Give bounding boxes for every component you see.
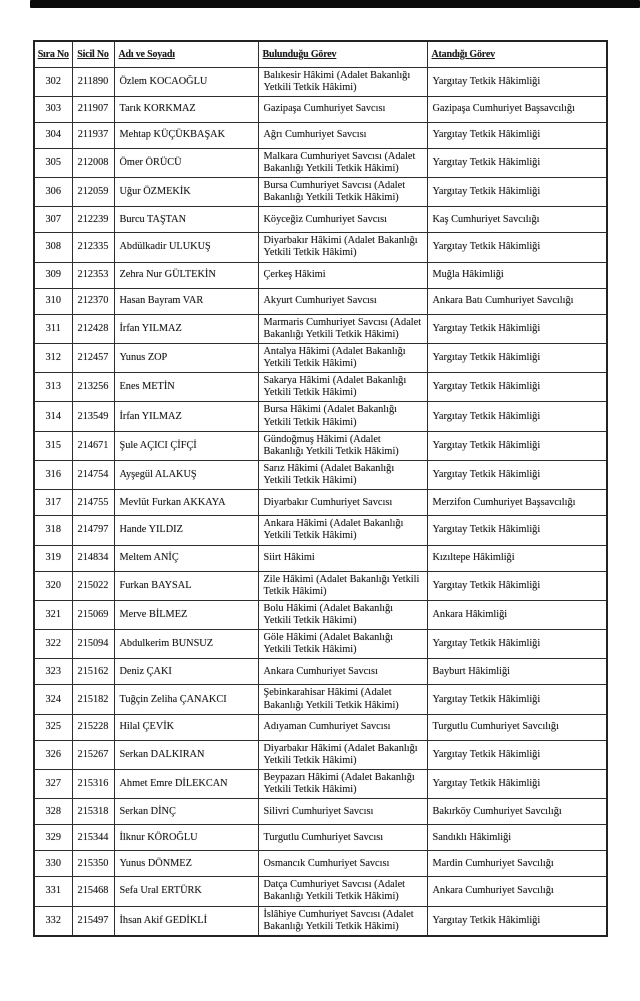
cell-adi-ve-soyadi: Abdulkerim BUNSUZ bbox=[114, 630, 258, 659]
cell-bulundugu-gorev: Adıyaman Cumhuriyet Savcısı bbox=[258, 714, 427, 740]
cell-adi-ve-soyadi: İlknur KÖROĞLU bbox=[114, 825, 258, 851]
cell-bulundugu-gorev: Gazipaşa Cumhuriyet Savcısı bbox=[258, 96, 427, 122]
cell-sicil-no: 213256 bbox=[72, 373, 114, 402]
table-row bbox=[34, 373, 607, 402]
table-row bbox=[34, 740, 607, 769]
cell-sira-no: 325 bbox=[34, 714, 72, 740]
cell-atandigi-gorev: Turgutlu Cumhuriyet Savcılığı bbox=[427, 714, 607, 740]
table-row bbox=[34, 714, 607, 740]
cell-adi-ve-soyadi: Serkan DİNÇ bbox=[114, 799, 258, 825]
cell-sicil-no: 212059 bbox=[72, 178, 114, 207]
cell-bulundugu-gorev: Diyarbakır Hâkimi (Adalet Bakanlığı Yetkili Tetkik Hâkimi) bbox=[258, 233, 427, 262]
cell-bulundugu-gorev: İslâhiye Cumhuriyet Savcısı (Adalet Bakanlığı Yetkili Tetkik Hâkimi) bbox=[258, 906, 427, 936]
cell-adi-ve-soyadi: İrfan YILMAZ bbox=[114, 402, 258, 431]
table-row bbox=[34, 825, 607, 851]
cell-adi-ve-soyadi: Ahmet Emre DİLEKCAN bbox=[114, 770, 258, 799]
table-row bbox=[34, 545, 607, 571]
cell-atandigi-gorev: Yargıtay Tetkik Hâkimliği bbox=[427, 402, 607, 431]
cell-atandigi-gorev: Yargıtay Tetkik Hâkimliği bbox=[427, 685, 607, 714]
cell-bulundugu-gorev: Siirt Hâkimi bbox=[258, 545, 427, 571]
cell-sicil-no: 211907 bbox=[72, 96, 114, 122]
cell-sira-no: 323 bbox=[34, 659, 72, 685]
cell-bulundugu-gorev: Diyarbakır Hâkimi (Adalet Bakanlığı Yetkili Tetkik Hâkimi) bbox=[258, 740, 427, 769]
cell-adi-ve-soyadi: İrfan YILMAZ bbox=[114, 314, 258, 343]
table-row bbox=[34, 461, 607, 490]
cell-sira-no: 313 bbox=[34, 373, 72, 402]
cell-atandigi-gorev: Yargıtay Tetkik Hâkimliği bbox=[427, 571, 607, 600]
table-row bbox=[34, 148, 607, 177]
cell-sicil-no: 214797 bbox=[72, 516, 114, 545]
cell-sicil-no: 215182 bbox=[72, 685, 114, 714]
cell-sicil-no: 215497 bbox=[72, 906, 114, 936]
cell-adi-ve-soyadi: Meltem ANİÇ bbox=[114, 545, 258, 571]
cell-adi-ve-soyadi: Uğur ÖZMEKİK bbox=[114, 178, 258, 207]
cell-atandigi-gorev: Yargıtay Tetkik Hâkimliği bbox=[427, 233, 607, 262]
cell-atandigi-gorev: Yargıtay Tetkik Hâkimliği bbox=[427, 67, 607, 96]
column-header-sira-no: Sıra No bbox=[34, 41, 72, 67]
cell-sira-no: 317 bbox=[34, 490, 72, 516]
cell-bulundugu-gorev: Antalya Hâkimi (Adalet Bakanlığı Yetkili Tetkik Hâkimi) bbox=[258, 343, 427, 372]
cell-atandigi-gorev: Yargıtay Tetkik Hâkimliği bbox=[427, 431, 607, 460]
cell-atandigi-gorev: Mardin Cumhuriyet Savcılığı bbox=[427, 851, 607, 877]
table-row bbox=[34, 122, 607, 148]
table-row bbox=[34, 685, 607, 714]
cell-sicil-no: 215468 bbox=[72, 877, 114, 906]
cell-adi-ve-soyadi: Furkan BAYSAL bbox=[114, 571, 258, 600]
cell-bulundugu-gorev: Balıkesir Hâkimi (Adalet Bakanlığı Yetkili Tetkik Hâkimi) bbox=[258, 67, 427, 96]
cell-atandigi-gorev: Yargıtay Tetkik Hâkimliği bbox=[427, 122, 607, 148]
cell-bulundugu-gorev: Göle Hâkimi (Adalet Bakanlığı Yetkili Tetkik Hâkimi) bbox=[258, 630, 427, 659]
cell-sicil-no: 211937 bbox=[72, 122, 114, 148]
cell-atandigi-gorev: Yargıtay Tetkik Hâkimliği bbox=[427, 148, 607, 177]
cell-sira-no: 309 bbox=[34, 262, 72, 288]
cell-sicil-no: 215228 bbox=[72, 714, 114, 740]
table-row bbox=[34, 490, 607, 516]
table-row bbox=[34, 233, 607, 262]
cell-sira-no: 324 bbox=[34, 685, 72, 714]
table-row bbox=[34, 659, 607, 685]
table-row bbox=[34, 770, 607, 799]
cell-atandigi-gorev: Bakırköy Cumhuriyet Savcılığı bbox=[427, 799, 607, 825]
cell-atandigi-gorev: Muğla Hâkimliği bbox=[427, 262, 607, 288]
cell-sicil-no: 211890 bbox=[72, 67, 114, 96]
table-row bbox=[34, 314, 607, 343]
cell-sicil-no: 215316 bbox=[72, 770, 114, 799]
cell-sicil-no: 212457 bbox=[72, 343, 114, 372]
cell-sicil-no: 212335 bbox=[72, 233, 114, 262]
cell-atandigi-gorev: Yargıtay Tetkik Hâkimliği bbox=[427, 770, 607, 799]
cell-adi-ve-soyadi: Yunus DÖNMEZ bbox=[114, 851, 258, 877]
cell-atandigi-gorev: Yargıtay Tetkik Hâkimliği bbox=[427, 314, 607, 343]
cell-adi-ve-soyadi: Zehra Nur GÜLTEKİN bbox=[114, 262, 258, 288]
cell-sira-no: 302 bbox=[34, 67, 72, 96]
table-row bbox=[34, 516, 607, 545]
cell-sira-no: 304 bbox=[34, 122, 72, 148]
cell-adi-ve-soyadi: Enes METİN bbox=[114, 373, 258, 402]
cell-bulundugu-gorev: Sakarya Hâkimi (Adalet Bakanlığı Yetkili Tetkik Hâkimi) bbox=[258, 373, 427, 402]
cell-atandigi-gorev: Yargıtay Tetkik Hâkimliği bbox=[427, 461, 607, 490]
table-row bbox=[34, 67, 607, 96]
cell-sira-no: 329 bbox=[34, 825, 72, 851]
cell-adi-ve-soyadi: Burcu TAŞTAN bbox=[114, 207, 258, 233]
cell-sira-no: 303 bbox=[34, 96, 72, 122]
cell-adi-ve-soyadi: Şule AÇICI ÇİFÇİ bbox=[114, 431, 258, 460]
cell-sicil-no: 214755 bbox=[72, 490, 114, 516]
cell-sira-no: 327 bbox=[34, 770, 72, 799]
cell-sicil-no: 212370 bbox=[72, 288, 114, 314]
cell-sicil-no: 212353 bbox=[72, 262, 114, 288]
cell-adi-ve-soyadi: Ömer ÖRÜCÜ bbox=[114, 148, 258, 177]
cell-bulundugu-gorev: Sarız Hâkimi (Adalet Bakanlığı Yetkili Tetkik Hâkimi) bbox=[258, 461, 427, 490]
cell-adi-ve-soyadi: Mehtap KÜÇÜKBAŞAK bbox=[114, 122, 258, 148]
cell-bulundugu-gorev: Ankara Hâkimi (Adalet Bakanlığı Yetkili Tetkik Hâkimi) bbox=[258, 516, 427, 545]
cell-bulundugu-gorev: Silivri Cumhuriyet Savcısı bbox=[258, 799, 427, 825]
cell-sira-no: 322 bbox=[34, 630, 72, 659]
cell-atandigi-gorev: Ankara Hâkimliği bbox=[427, 600, 607, 629]
cell-sira-no: 307 bbox=[34, 207, 72, 233]
cell-sira-no: 312 bbox=[34, 343, 72, 372]
table-row bbox=[34, 288, 607, 314]
cell-sira-no: 314 bbox=[34, 402, 72, 431]
table-row bbox=[34, 402, 607, 431]
cell-adi-ve-soyadi: Mevlüt Furkan AKKAYA bbox=[114, 490, 258, 516]
cell-bulundugu-gorev: Malkara Cumhuriyet Savcısı (Adalet Bakanlığı Yetkili Tetkik Hâkimi) bbox=[258, 148, 427, 177]
table-row bbox=[34, 207, 607, 233]
cell-sicil-no: 212428 bbox=[72, 314, 114, 343]
column-header-atandigi-gorev: Atandığı Görev bbox=[427, 41, 607, 67]
cell-sira-no: 310 bbox=[34, 288, 72, 314]
column-header-adi-ve-soyadi: Adı ve Soyadı bbox=[114, 41, 258, 67]
cell-sira-no: 332 bbox=[34, 906, 72, 936]
cell-bulundugu-gorev: Şebinkarahisar Hâkimi (Adalet Bakanlığı Yetkili Tetkik Hâkimi) bbox=[258, 685, 427, 714]
cell-adi-ve-soyadi: Hasan Bayram VAR bbox=[114, 288, 258, 314]
cell-sira-no: 319 bbox=[34, 545, 72, 571]
cell-sira-no: 326 bbox=[34, 740, 72, 769]
cell-sicil-no: 215350 bbox=[72, 851, 114, 877]
table-row bbox=[34, 96, 607, 122]
cell-sira-no: 321 bbox=[34, 600, 72, 629]
cell-sira-no: 306 bbox=[34, 178, 72, 207]
cell-bulundugu-gorev: Akyurt Cumhuriyet Savcısı bbox=[258, 288, 427, 314]
table-row bbox=[34, 600, 607, 629]
cell-bulundugu-gorev: Bursa Hâkimi (Adalet Bakanlığı Yetkili Tetkik Hâkimi) bbox=[258, 402, 427, 431]
cell-sicil-no: 215267 bbox=[72, 740, 114, 769]
cell-adi-ve-soyadi: Sefa Ural ERTÜRK bbox=[114, 877, 258, 906]
cell-atandigi-gorev: Ankara Cumhuriyet Savcılığı bbox=[427, 877, 607, 906]
cell-adi-ve-soyadi: Tarık KORKMAZ bbox=[114, 96, 258, 122]
cell-sicil-no: 215162 bbox=[72, 659, 114, 685]
cell-sira-no: 330 bbox=[34, 851, 72, 877]
cell-sicil-no: 212239 bbox=[72, 207, 114, 233]
cell-sira-no: 315 bbox=[34, 431, 72, 460]
cell-sicil-no: 215022 bbox=[72, 571, 114, 600]
table-row bbox=[34, 799, 607, 825]
table-row bbox=[34, 906, 607, 936]
cell-adi-ve-soyadi: İhsan Akif GEDİKLİ bbox=[114, 906, 258, 936]
table-row bbox=[34, 877, 607, 906]
cell-bulundugu-gorev: Diyarbakır Cumhuriyet Savcısı bbox=[258, 490, 427, 516]
cell-sicil-no: 214834 bbox=[72, 545, 114, 571]
cell-sicil-no: 215344 bbox=[72, 825, 114, 851]
cell-bulundugu-gorev: Marmaris Cumhuriyet Savcısı (Adalet Bakanlığı Yetkili Tetkik Hâkimi) bbox=[258, 314, 427, 343]
scan-artifact-bar bbox=[30, 0, 640, 8]
cell-sira-no: 311 bbox=[34, 314, 72, 343]
cell-atandigi-gorev: Yargıtay Tetkik Hâkimliği bbox=[427, 630, 607, 659]
cell-sicil-no: 215094 bbox=[72, 630, 114, 659]
cell-atandigi-gorev: Yargıtay Tetkik Hâkimliği bbox=[427, 740, 607, 769]
cell-adi-ve-soyadi: Hande YILDIZ bbox=[114, 516, 258, 545]
cell-sicil-no: 212008 bbox=[72, 148, 114, 177]
cell-sicil-no: 215318 bbox=[72, 799, 114, 825]
cell-atandigi-gorev: Yargıtay Tetkik Hâkimliği bbox=[427, 178, 607, 207]
cell-bulundugu-gorev: Ağrı Cumhuriyet Savcısı bbox=[258, 122, 427, 148]
cell-sira-no: 328 bbox=[34, 799, 72, 825]
cell-bulundugu-gorev: Ankara Cumhuriyet Savcısı bbox=[258, 659, 427, 685]
table-row bbox=[34, 343, 607, 372]
cell-sira-no: 305 bbox=[34, 148, 72, 177]
cell-sicil-no: 213549 bbox=[72, 402, 114, 431]
cell-bulundugu-gorev: Gündoğmuş Hâkimi (Adalet Bakanlığı Yetkili Tetkik Hâkimi) bbox=[258, 431, 427, 460]
cell-adi-ve-soyadi: Serkan DALKIRAN bbox=[114, 740, 258, 769]
cell-atandigi-gorev: Yargıtay Tetkik Hâkimliği bbox=[427, 373, 607, 402]
table-row bbox=[34, 431, 607, 460]
appointment-table bbox=[33, 40, 608, 937]
cell-atandigi-gorev: Yargıtay Tetkik Hâkimliği bbox=[427, 906, 607, 936]
cell-sira-no: 318 bbox=[34, 516, 72, 545]
cell-bulundugu-gorev: Bursa Cumhuriyet Savcısı (Adalet Bakanlığı Yetkili Tetkik Hâkimi) bbox=[258, 178, 427, 207]
cell-sicil-no: 215069 bbox=[72, 600, 114, 629]
cell-atandigi-gorev: Ankara Batı Cumhuriyet Savcılığı bbox=[427, 288, 607, 314]
table-row bbox=[34, 178, 607, 207]
cell-sira-no: 331 bbox=[34, 877, 72, 906]
header-row bbox=[34, 41, 607, 67]
cell-atandigi-gorev: Kaş Cumhuriyet Savcılığı bbox=[427, 207, 607, 233]
cell-bulundugu-gorev: Beypazarı Hâkimi (Adalet Bakanlığı Yetkili Tetkik Hâkimi) bbox=[258, 770, 427, 799]
cell-atandigi-gorev: Gazipaşa Cumhuriyet Başsavcılığı bbox=[427, 96, 607, 122]
cell-bulundugu-gorev: Zile Hâkimi (Adalet Bakanlığı Yetkili Tetkik Hâkimi) bbox=[258, 571, 427, 600]
cell-adi-ve-soyadi: Hilal ÇEVİK bbox=[114, 714, 258, 740]
cell-adi-ve-soyadi: Merve BİLMEZ bbox=[114, 600, 258, 629]
column-header-sicil-no: Sicil No bbox=[72, 41, 114, 67]
table-row bbox=[34, 851, 607, 877]
cell-adi-ve-soyadi: Abdülkadir ULUKUŞ bbox=[114, 233, 258, 262]
cell-atandigi-gorev: Yargıtay Tetkik Hâkimliği bbox=[427, 343, 607, 372]
table-row bbox=[34, 571, 607, 600]
table-row bbox=[34, 262, 607, 288]
cell-sira-no: 316 bbox=[34, 461, 72, 490]
cell-sicil-no: 214754 bbox=[72, 461, 114, 490]
cell-adi-ve-soyadi: Deniz ÇAKI bbox=[114, 659, 258, 685]
cell-adi-ve-soyadi: Ayşegül ALAKUŞ bbox=[114, 461, 258, 490]
cell-bulundugu-gorev: Osmancık Cumhuriyet Savcısı bbox=[258, 851, 427, 877]
cell-bulundugu-gorev: Çerkeş Hâkimi bbox=[258, 262, 427, 288]
cell-atandigi-gorev: Merzifon Cumhuriyet Başsavcılığı bbox=[427, 490, 607, 516]
cell-bulundugu-gorev: Bolu Hâkimi (Adalet Bakanlığı Yetkili Tetkik Hâkimi) bbox=[258, 600, 427, 629]
cell-adi-ve-soyadi: Tuğçin Zeliha ÇANAKCI bbox=[114, 685, 258, 714]
cell-bulundugu-gorev: Turgutlu Cumhuriyet Savcısı bbox=[258, 825, 427, 851]
cell-adi-ve-soyadi: Yunus ZOP bbox=[114, 343, 258, 372]
cell-sicil-no: 214671 bbox=[72, 431, 114, 460]
cell-atandigi-gorev: Bayburt Hâkimliği bbox=[427, 659, 607, 685]
cell-bulundugu-gorev: Köyceğiz Cumhuriyet Savcısı bbox=[258, 207, 427, 233]
cell-adi-ve-soyadi: Özlem KOCAOĞLU bbox=[114, 67, 258, 96]
cell-atandigi-gorev: Yargıtay Tetkik Hâkimliği bbox=[427, 516, 607, 545]
cell-bulundugu-gorev: Datça Cumhuriyet Savcısı (Adalet Bakanlığı Yetkili Tetkik Hâkimi) bbox=[258, 877, 427, 906]
cell-sira-no: 320 bbox=[34, 571, 72, 600]
cell-sira-no: 308 bbox=[34, 233, 72, 262]
cell-atandigi-gorev: Sandıklı Hâkimliği bbox=[427, 825, 607, 851]
column-header-bulundugu-gorev: Bulunduğu Görev bbox=[258, 41, 427, 67]
table-row bbox=[34, 630, 607, 659]
cell-atandigi-gorev: Kızıltepe Hâkimliği bbox=[427, 545, 607, 571]
